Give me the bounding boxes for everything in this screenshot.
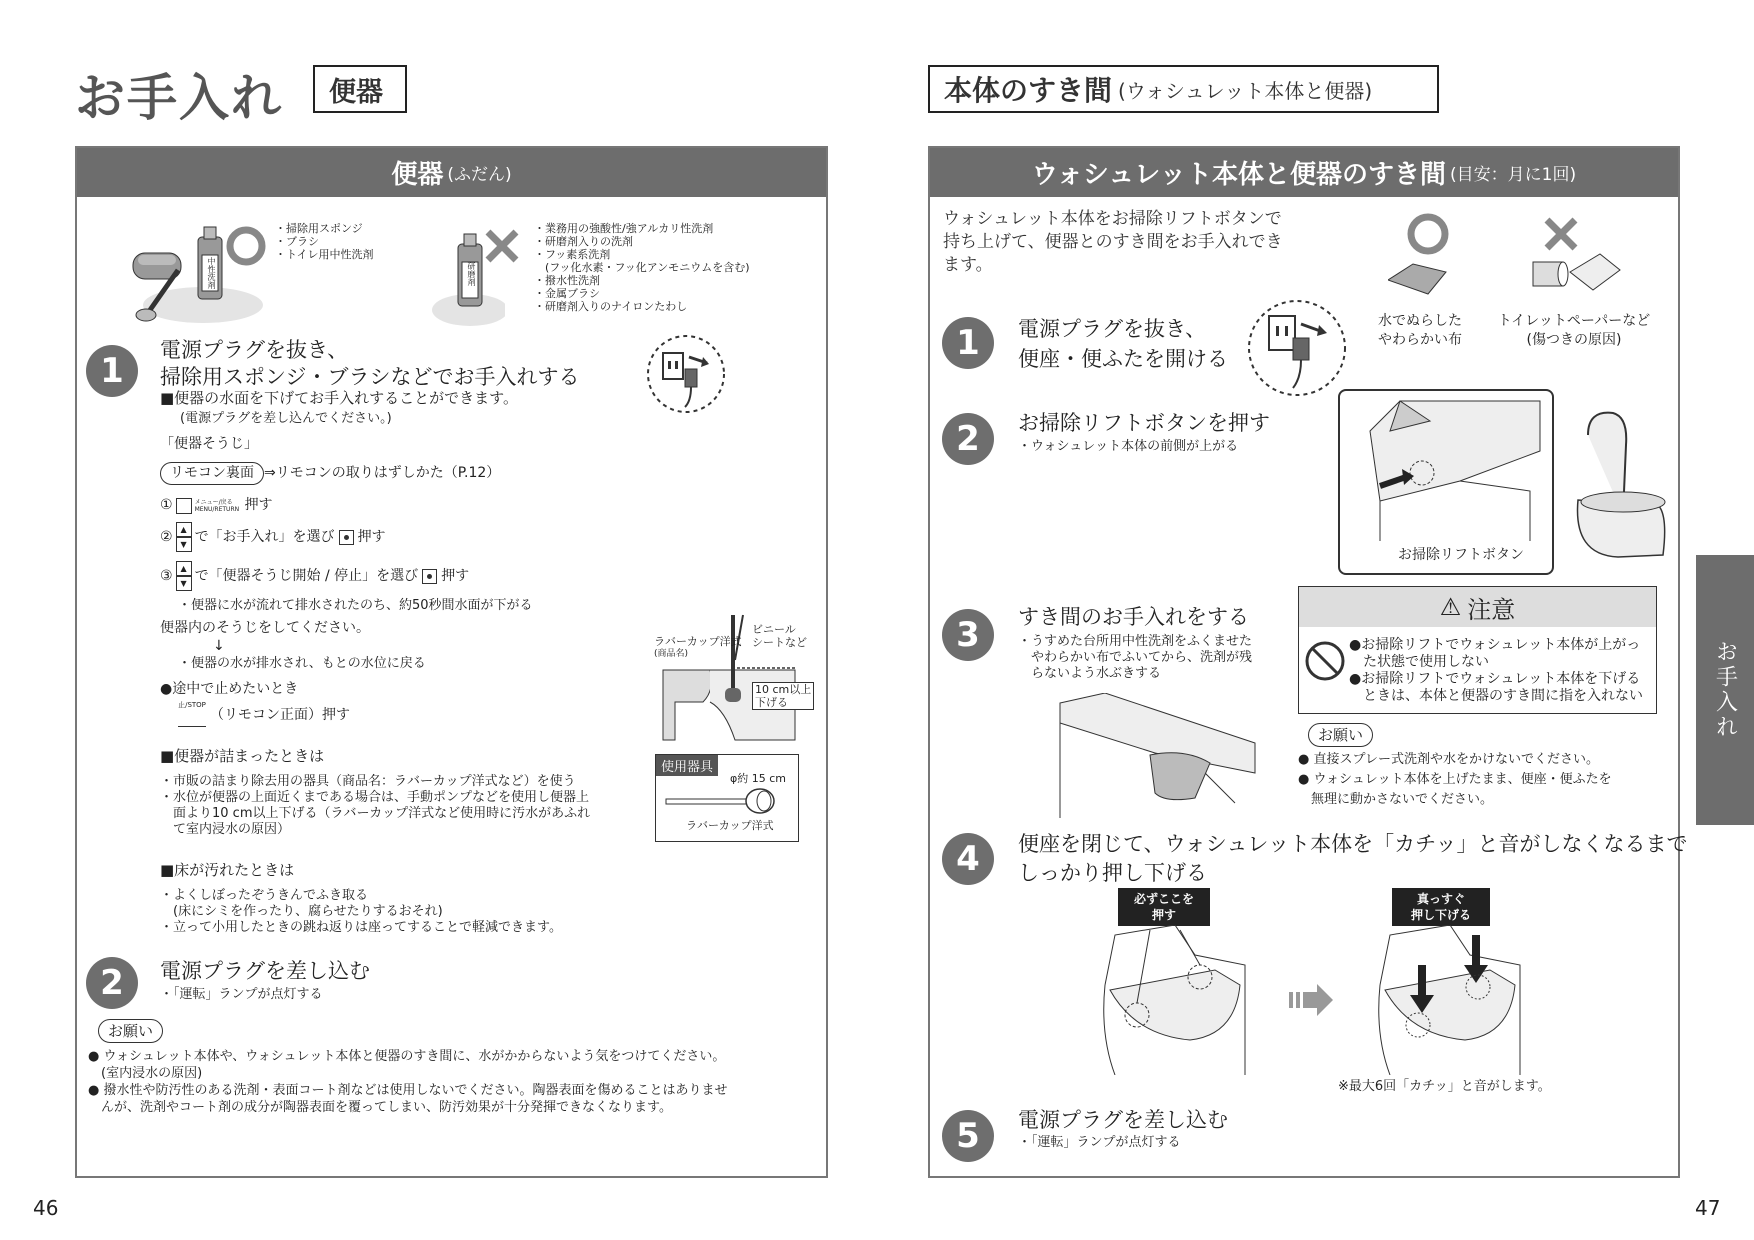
flow-arrow: ↓: [213, 638, 225, 654]
step4-title-line: しっかり押し下げる: [1018, 861, 1207, 885]
step-number: 2: [86, 957, 138, 1009]
step5-sub: ・「運転」ランプが点灯する: [1018, 1135, 1181, 1150]
panel-header: [930, 148, 1678, 197]
remote-ref: ⇒リモコンの取りはずしかた（P.12）: [264, 465, 501, 481]
ok-label-line: 水でぬらした: [1378, 313, 1462, 329]
step-number: 5: [942, 1110, 994, 1162]
op2-end: 押す: [357, 528, 386, 545]
step1-title-line: 電源プラグを抜き、: [1018, 317, 1207, 341]
ok-circle-icon: [1411, 217, 1445, 251]
floor-line: ・よくしぼったぞうきんでふき取る: [160, 888, 369, 903]
intro-line: ウォシュレット本体をお掃除リフトボタンで: [943, 209, 1282, 229]
ng-list: [534, 222, 750, 313]
header-main: 本体のすき間: [944, 74, 1113, 107]
stop-button-icon: 止/STOP: [178, 700, 206, 727]
side-tab: [1696, 555, 1754, 825]
plug-icon: [645, 333, 727, 415]
ng-item: ・金属ブラシ: [534, 287, 600, 300]
step3-sub-line: やわらかい布でふいてから、洗剤が残: [1018, 650, 1253, 665]
op1-row: [160, 496, 273, 515]
step3-sub-line: らないよう水ぶきする: [1018, 666, 1162, 681]
fig-cup-sub: (商品名): [654, 649, 689, 659]
panel-header: [77, 148, 826, 197]
clog-line: 面より10 cm以上下げる（ラバーカップ洋式など使用時に汚水があふれ: [160, 806, 591, 821]
step3-sub: [1018, 634, 1252, 682]
step-number: 2: [942, 413, 994, 465]
push-figure-a: [1095, 925, 1255, 1075]
header-sub: (ウォシュレット本体と便器): [1118, 78, 1373, 103]
section-tag: [313, 65, 407, 113]
clog-line: て室内浸水の原因）: [160, 822, 291, 837]
request-label: [98, 1019, 163, 1043]
op1-text: 押す: [244, 497, 273, 513]
intro-line: ます。: [943, 255, 993, 275]
step3-sub-line: ・うすめた台所用中性洗剤をふくませた: [1018, 634, 1253, 649]
request-line: (室内浸水の原因): [88, 1066, 203, 1081]
fig-vinyl2: シートなど: [752, 636, 807, 649]
ng-item: ・撥水性洗剤: [534, 274, 600, 287]
caution-box: [1298, 586, 1657, 714]
ok-circle-icon: [225, 225, 267, 267]
fig-cup-label: [654, 635, 742, 661]
fig-10cm2: 下げる: [755, 696, 788, 709]
step1-title: [1018, 314, 1228, 374]
caution-line: ●お掃除リフトでウォシュレット本体が上がっ: [1349, 637, 1641, 653]
panel-subtitle: (ふだん): [447, 165, 512, 185]
step1-note-head: ■便器の水面を下げてお手入れすることができます。: [160, 389, 518, 407]
ng-item: ・研磨剤入りのナイロンたわし: [534, 300, 688, 313]
washlet-lift-illustration: [1340, 391, 1552, 541]
step1-title-line: 電源プラグを抜き、: [160, 338, 349, 362]
step-number: 1: [942, 317, 994, 369]
clog-text: [160, 774, 590, 838]
step5-title: 電源プラグを差し込む: [1018, 1108, 1228, 1132]
step4-title-line: 便座を閉じて、ウォシュレット本体を「カチッ」と音がしなくなるまで: [1018, 832, 1688, 856]
flow3: ・便器の水が排水され、もとの水位に戻る: [178, 656, 426, 671]
up-down-arrows-icon: ▲ ▼: [176, 561, 192, 591]
side-tab-label: お手入れ: [1712, 640, 1738, 740]
floor-line: (床にシミを作ったり、腐らせたりするおそれ): [160, 904, 443, 919]
flow2: 便器内のそうじをしてください。: [160, 620, 370, 636]
right-header: [928, 65, 1439, 113]
set-button-icon: [339, 530, 354, 545]
request-text: [1298, 750, 1612, 810]
ng-item: (フッ化水素・フッ化アンモニウムを含む): [534, 261, 750, 274]
rubber-cup-icon: [664, 787, 784, 817]
caution-text: [1349, 637, 1643, 705]
step1-note-sub: (電源プラグを差し込んでください。): [180, 411, 392, 426]
cloth-icon: [1150, 753, 1210, 800]
lift-button-label: お掃除リフトボタン: [1398, 547, 1524, 563]
push-down-line: 押し下げる: [1410, 908, 1471, 922]
panel-title: ウォシュレット本体と便器のすき間: [1031, 160, 1447, 190]
intro-line: 持ち上げて、便器とのすき間をお手入れでき: [943, 232, 1283, 252]
ng-label-line: トイレットペーパーなど: [1497, 313, 1651, 329]
page-number-right: 47: [1695, 1196, 1721, 1220]
request-text: [88, 1048, 727, 1116]
clog-line: ・水位が便器の上面近くまである場合は、手動ポンプなどを使用し便器上: [160, 790, 590, 805]
tool-box: [655, 754, 799, 842]
bottle1-label: 中性洗剤: [207, 257, 216, 289]
fig-10cm: 10 cm以上: [755, 683, 812, 696]
caution-title: 注意: [1467, 595, 1516, 624]
tool-head: 使用器具: [656, 755, 718, 776]
fig-vinyl: ビニール: [752, 623, 796, 636]
request-pill: お願い: [98, 1019, 163, 1043]
fig-cup-name: ラバーカップ洋式: [654, 635, 742, 648]
step2-sub: ・ウォシュレット本体の前側が上がる: [1018, 439, 1239, 454]
caution-line: ときは、本体と便器のすき間に指を入れない: [1349, 688, 1643, 704]
ng-item: ・フッ素系洗剤: [534, 248, 611, 261]
request-line: ● ウォシュレット本体や、ウォシュレット本体と便器のすき間に、水がかからないよう気をつけてください。: [88, 1049, 726, 1064]
panel-subtitle: (目安：月に1回): [1450, 165, 1577, 185]
ng-cross-icon: [482, 226, 522, 266]
prohibited-icon: [1303, 639, 1347, 683]
plug-icon: [1245, 298, 1349, 398]
ok-item: ・ブラシ: [275, 235, 319, 248]
caution-line: ●お掃除リフトでウォシュレット本体を下げる: [1349, 671, 1641, 687]
section-tag-label: 便器: [329, 76, 383, 108]
request-line: ● 撥水性や防汚性のある洗剤・表面コート剤などは使用しないでください。陶器表面を傷めることはありませ: [88, 1083, 728, 1098]
caution-header: [1299, 587, 1656, 627]
request-line: んが、洗剤やコート剤の成分が陶器表面を覆ってしまい、防汚効果が十分発揮できなくなります。: [88, 1100, 672, 1115]
push-down-label: [1392, 888, 1490, 926]
menu-return-button-icon: [176, 498, 192, 514]
push-here-line: 押す: [1151, 908, 1176, 922]
floor-line: ・立って小用したときの跳ね返りは座ってすることで軽減できます。: [160, 920, 562, 935]
op3-row: [160, 561, 469, 591]
arrow-right-icon: [1287, 982, 1337, 1018]
floor-text: [160, 888, 562, 936]
ok-list: [275, 222, 373, 261]
push-figure-b: [1370, 925, 1530, 1075]
wiping-figure: [1055, 693, 1260, 818]
step-number: 4: [942, 833, 994, 885]
request-pill: お願い: [1308, 723, 1373, 747]
push-here-line: 必ずここを: [1133, 892, 1194, 906]
push-here-label: [1118, 888, 1210, 926]
intro-text: [943, 208, 1283, 277]
step-number: 1: [86, 345, 138, 397]
ng-item: ・研磨剤入りの洗剤: [534, 235, 633, 248]
step4-title: [1018, 830, 1687, 888]
request-line: ● ウォシュレット本体を上げたまま、便座・便ふたを: [1298, 772, 1612, 787]
tool-dim: φ約 15 cm: [729, 772, 786, 785]
lift-button-figure: [1338, 389, 1554, 575]
remote-back-label: リモコン裏面: [160, 462, 264, 485]
clog-line: ・市販の詰まり除去用の器具（商品名：ラバーカップ洋式など）を使う: [160, 774, 576, 789]
bottle2-label: 研磨剤: [467, 262, 476, 286]
stop-head: ●途中で止めたいとき: [160, 681, 299, 697]
toilet-side-figure: [1568, 405, 1673, 565]
ng-cross-icon: [1547, 220, 1575, 248]
stop-text: （リモコン正面）押す: [210, 707, 350, 723]
step1-title: [160, 337, 579, 391]
tool-name: ラバーカップ洋式: [686, 819, 774, 832]
op3-end: 押す: [441, 567, 470, 584]
ng-label-line: (傷つきの原因): [1526, 332, 1622, 348]
ok-label: [1372, 312, 1468, 350]
op3-num: ③: [160, 567, 173, 584]
toilet-paper-figure: [1525, 212, 1625, 302]
op2-text: で「お手入れ」を選び: [194, 528, 335, 545]
push-down-line: 真っすぐ: [1416, 892, 1465, 906]
ok-label-line: やわらかい布: [1378, 332, 1462, 348]
wet-cloth-figure: [1388, 212, 1518, 312]
page-number-left: 46: [33, 1196, 59, 1220]
menu-name: 「便器そうじ」: [160, 436, 258, 452]
op3-text: で「便器そうじ開始 / 停止」を選び: [194, 567, 419, 584]
op2-row: [160, 522, 386, 552]
up-down-arrows-icon: ▲ ▼: [176, 522, 192, 552]
request-line: ● 直接スプレー式洗剤や水をかけないでください。: [1298, 752, 1599, 767]
request-label: [1308, 723, 1373, 747]
step4-note: ※最大6回「カチッ」と音がします。: [1338, 1079, 1551, 1094]
flow1: ・便器に水が流れて排水されたのち、約50秒間水面が下がる: [178, 598, 533, 613]
step1-title-line: 便座・便ふたを開ける: [1018, 347, 1228, 371]
request-line: 無理に動かさないでください。: [1298, 792, 1494, 807]
ok-item: ・掃除用スポンジ: [275, 222, 363, 235]
set-button-icon: [422, 569, 437, 584]
page-title-left: お手入れ: [75, 69, 283, 127]
op1-num: ①: [160, 497, 173, 513]
ng-item: ・業務用の強酸性/強アルカリ性洗剤: [534, 222, 714, 235]
ok-item: ・トイレ用中性洗剤: [275, 248, 374, 261]
step1-title-line: 掃除用スポンジ・ブラシなどでお手入れする: [160, 365, 580, 389]
step3-title: すき間のお手入れをする: [1018, 605, 1249, 629]
step2-title: お掃除リフトボタンを押す: [1018, 411, 1270, 435]
fig-10cm-label: [752, 682, 814, 710]
op1-btn-label: メニュー/戻る MENU/RETURN: [194, 498, 240, 513]
step2-title: 電源プラグを差し込む: [160, 959, 370, 983]
clog-head: ■便器が詰まったときは: [160, 747, 325, 765]
op2-num: ②: [160, 528, 173, 545]
fig-vinyl-label: [752, 623, 807, 649]
caution-line: た状態で使用しない: [1349, 654, 1489, 670]
ng-label: [1490, 312, 1658, 350]
panel-title: 便器: [391, 160, 444, 190]
step2-sub: ・「運転」ランプが点灯する: [160, 987, 323, 1002]
warning-triangle-icon: ⚠: [1439, 593, 1462, 621]
floor-head: ■床が汚れたときは: [160, 861, 295, 879]
remote-ref-row: [160, 462, 500, 485]
step-number: 3: [942, 609, 994, 661]
